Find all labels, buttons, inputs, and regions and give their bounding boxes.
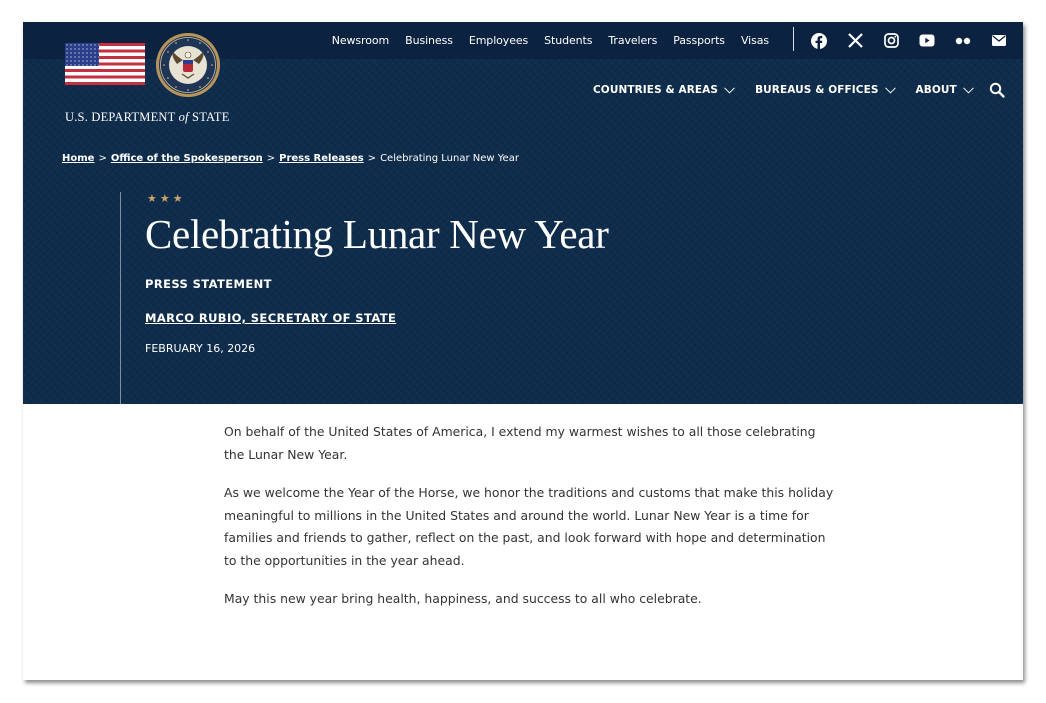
department-seal: [155, 32, 221, 98]
nav-countries-areas[interactable]: COUNTRIES & AREAS: [593, 84, 735, 96]
hero-banner: [23, 22, 1023, 404]
breadcrumb-press-releases[interactable]: Press Releases: [279, 153, 364, 164]
body-paragraph-1: On behalf of the United States of America, I extend my warmest wishes to all those celebrating the Lunar New Year.: [224, 424, 816, 462]
utility-link-newsroom[interactable]: Newsroom: [331, 34, 390, 47]
utility-link-passports[interactable]: Passports: [673, 34, 725, 47]
facebook-icon[interactable]: [811, 33, 827, 49]
article-body: [224, 421, 834, 627]
breadcrumb-current: Celebrating Lunar New Year: [380, 153, 519, 164]
utility-link-business[interactable]: Business: [405, 34, 453, 47]
breadcrumb-home[interactable]: Home: [62, 153, 95, 164]
chevron-down-icon: [885, 87, 896, 94]
utility-link-employees[interactable]: Employees: [468, 34, 529, 47]
article-type: PRESS STATEMENT: [145, 277, 272, 291]
page-title: Celebrating Lunar New Year: [145, 211, 609, 257]
email-icon[interactable]: [991, 33, 1007, 49]
x-icon[interactable]: [847, 33, 863, 49]
logo-wordmark: U.S. DEPARTMENT of STATE: [65, 110, 230, 124]
utility-link-travelers[interactable]: Travelers: [608, 34, 658, 47]
author-link[interactable]: MARCO RUBIO, SECRETARY OF STATE: [145, 311, 397, 325]
main-nav: [593, 84, 994, 96]
chevron-down-icon: [724, 87, 735, 94]
body-paragraph-3: May this new year bring health, happiness, and success to all who celebrate.: [224, 591, 702, 606]
site-logo[interactable]: [63, 30, 233, 125]
social-links: [811, 22, 1023, 59]
breadcrumb: Home > Office of the Spokesperson > Press Releases > Celebrating Lunar New Year: [62, 153, 519, 164]
browser-page: [23, 22, 1023, 680]
chevron-down-icon: [963, 87, 974, 94]
us-flag: [65, 43, 145, 85]
body-paragraph-2: As we welcome the Year of the Horse, we honor the traditions and customs that make this holiday meaningful to millions in the United States and around the world. Lunar New Year is a time for families and friends to gather, reflect on the past, and look forward with hope and determination to the opportunities in the year ahead.: [224, 485, 834, 568]
stars-ornament: ★★★: [147, 193, 186, 205]
search-icon[interactable]: [989, 82, 1005, 98]
utility-link-visas[interactable]: Visas: [740, 34, 769, 47]
utility-divider: [793, 27, 794, 51]
hero-vertical-rule: [120, 192, 121, 404]
nav-about[interactable]: ABOUT: [916, 84, 974, 96]
utility-nav: [316, 22, 769, 59]
nav-bureaus-offices[interactable]: BUREAUS & OFFICES: [755, 84, 895, 96]
youtube-icon[interactable]: [919, 33, 935, 49]
flickr-icon[interactable]: [955, 33, 971, 49]
publish-date: FEBRUARY 16, 2026: [145, 342, 256, 355]
utility-link-students[interactable]: Students: [544, 34, 593, 47]
breadcrumb-spokesperson[interactable]: Office of the Spokesperson: [110, 153, 263, 164]
instagram-icon[interactable]: [883, 33, 899, 49]
